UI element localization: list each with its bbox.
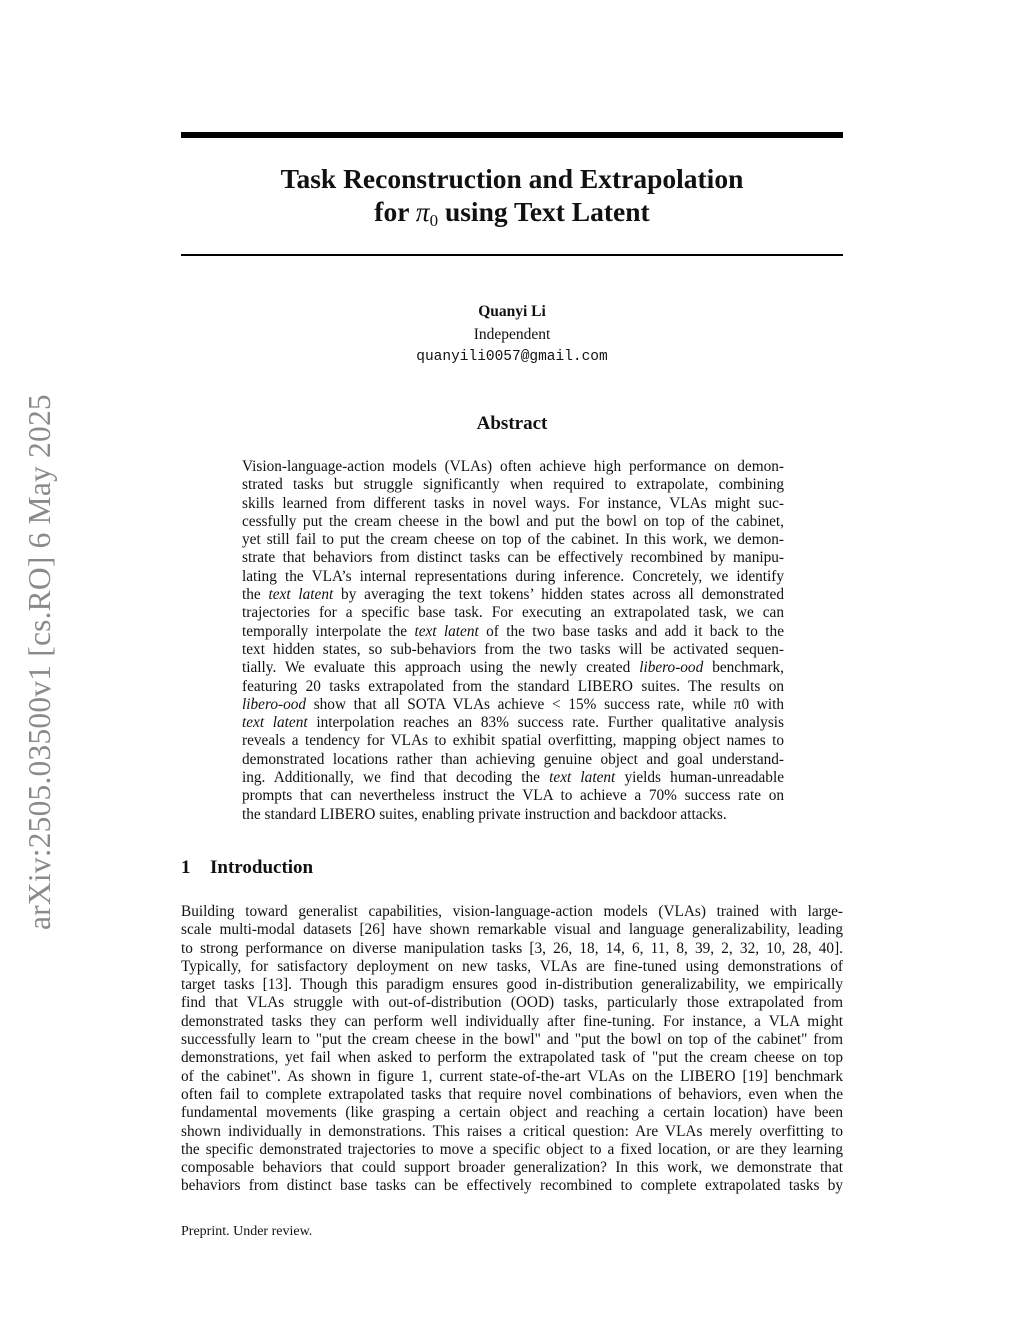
pi-symbol: π (415, 196, 430, 227)
abstract-heading: Abstract (476, 413, 548, 434)
abstract-line: libero-ood show that all SOTA VLAs achieve < 15% success rate, while π0 with (242, 695, 784, 713)
pi-subscript: 0 (429, 211, 439, 230)
title-rule-top (181, 132, 843, 138)
introduction-line: of the cabinet". As shown in figure 1, current state-of-the-art VLAs on the LIBERO [19] benchmark (181, 1067, 843, 1085)
abstract-line: text latent interpolation reaches an 83% success rate. Further qualitative analysis (242, 714, 784, 732)
arxiv-side-stamp: arXiv:2505.03500v1 [cs.RO] 6 May 2025 (22, 394, 57, 930)
abstract-line: featuring 20 tasks extrapolated from the standard LIBERO suites. The results on (242, 677, 784, 695)
abstract-line: tially. We evaluate this approach using the newly created libero-ood benchmark, (242, 659, 784, 677)
introduction-line: Typically, for satisfactory deployment on new tasks, VLAs are fine-tuned using demonstrations of (181, 957, 843, 975)
title-rule-bottom (181, 254, 843, 256)
abstract-line: temporally interpolate the text latent of the two base tasks and add it back to the (242, 622, 784, 640)
abstract-line: the text latent by averaging the text tokens’ hidden states across all demonstrated (242, 586, 784, 604)
title-line-2-suffix: using Text Latent (438, 196, 650, 227)
title-line-1: Task Reconstruction and Extrapolation (280, 163, 744, 194)
abstract-line: Vision-language-action models (VLAs) often achieve high performance on demon- (242, 458, 784, 475)
introduction-line: scale multi-modal datasets [26] have shown remarkable visual and language generalizability, leading (181, 921, 843, 939)
introduction-line: Building toward generalist capabilities, vision-language-action models (VLAs) trained with large- (181, 903, 843, 920)
abstract-line: the standard LIBERO suites, enabling private instruction and backdoor attacks. (242, 805, 727, 823)
author-name: Quanyi Li (478, 303, 546, 320)
author-affiliation: Independent (473, 326, 551, 343)
author-block (181, 300, 843, 369)
abstract-line: lating the VLA’s internal representations during inference. Concretely, we identify (242, 567, 784, 585)
introduction-line: shown individually in demonstrations. This raises a critical question: Are VLAs merely overfitting to (181, 1122, 843, 1140)
title-line-2-prefix: for (374, 196, 416, 227)
introduction-line: find that VLAs struggle with out-of-distribution (OOD) tasks, particularly those extrapolated from (181, 994, 843, 1012)
introduction-line: composable behaviors that could support broader generalization? In this work, we demonstrate that (181, 1159, 843, 1177)
author-email[interactable]: quanyili0057@gmail.com (416, 349, 608, 365)
abstract-line: text hidden states, so sub-behaviors from the two tasks will be activated sequen- (242, 640, 784, 658)
abstract-line: trajectories for a specific base task. For executing an extrapolated task, we can (242, 604, 784, 622)
abstract-line: reveals a tendency for VLAs to exhibit spatial overfitting, mapping object names to (242, 732, 784, 750)
introduction-line: demonstrated tasks they can perform well individually after fine-tuning. For instance, a VLA might (181, 1012, 843, 1030)
footer-note: Preprint. Under review. (181, 1224, 313, 1239)
paper-title (181, 162, 843, 237)
introduction-line: demonstrations, yet fail when asked to perform the extrapolated task of "put the cream cheese on top (181, 1049, 843, 1067)
introduction-body (181, 903, 843, 1196)
abstract-line: yet still fail to put the cream cheese on top of the cabinet. In this work, we demon- (242, 531, 784, 549)
abstract-line: strate that behaviors from distinct tasks can be effectively recombined by manipu- (242, 549, 784, 567)
section-number: 1 (181, 857, 191, 878)
section-title: Introduction (210, 857, 314, 878)
introduction-line: to strong performance on diverse manipulation tasks [3, 26, 18, 14, 6, 11, 8, 39, 2, 32, 10, 28, 40]. (181, 939, 843, 957)
abstract-line: ing. Additionally, we find that decoding the text latent yields human-unreadable (242, 769, 784, 787)
abstract-line: skills learned from different tasks in novel ways. For instance, VLAs might suc- (242, 494, 784, 512)
introduction-line: often fail to complete extrapolated tasks that require novel combinations of behaviors, even when the (181, 1085, 843, 1103)
abstract-line: strated tasks but struggle significantly when required to extrapolate, combining (242, 476, 784, 494)
introduction-line: target tasks [13]. Though this paradigm ensures good in-distribution generalizability, we empirically (181, 976, 843, 994)
abstract-line: cessfully put the cream cheese in the bowl and put the bowl on top of the cabinet, (242, 512, 784, 530)
introduction-line: successfully learn to "put the cream cheese in the bowl" and "put the bowl on top of the cabinet" from (181, 1031, 843, 1049)
abstract-line: demonstrated locations rather than achieving genuine object and goal understand- (242, 750, 784, 768)
abstract-body (242, 458, 784, 824)
introduction-line: the specific demonstrated trajectories to move a specific object to a fixed location, or are they learning (181, 1140, 843, 1158)
abstract-line: prompts that can nevertheless instruct the VLA to achieve a 70% success rate on (242, 787, 784, 805)
introduction-line: behaviors from distinct base tasks can be effectively recombined to complete extrapolated tasks by (181, 1177, 843, 1195)
introduction-line: fundamental movements (like grasping a certain object and reaching a certain location) have been (181, 1104, 843, 1122)
introduction-heading (181, 857, 313, 879)
